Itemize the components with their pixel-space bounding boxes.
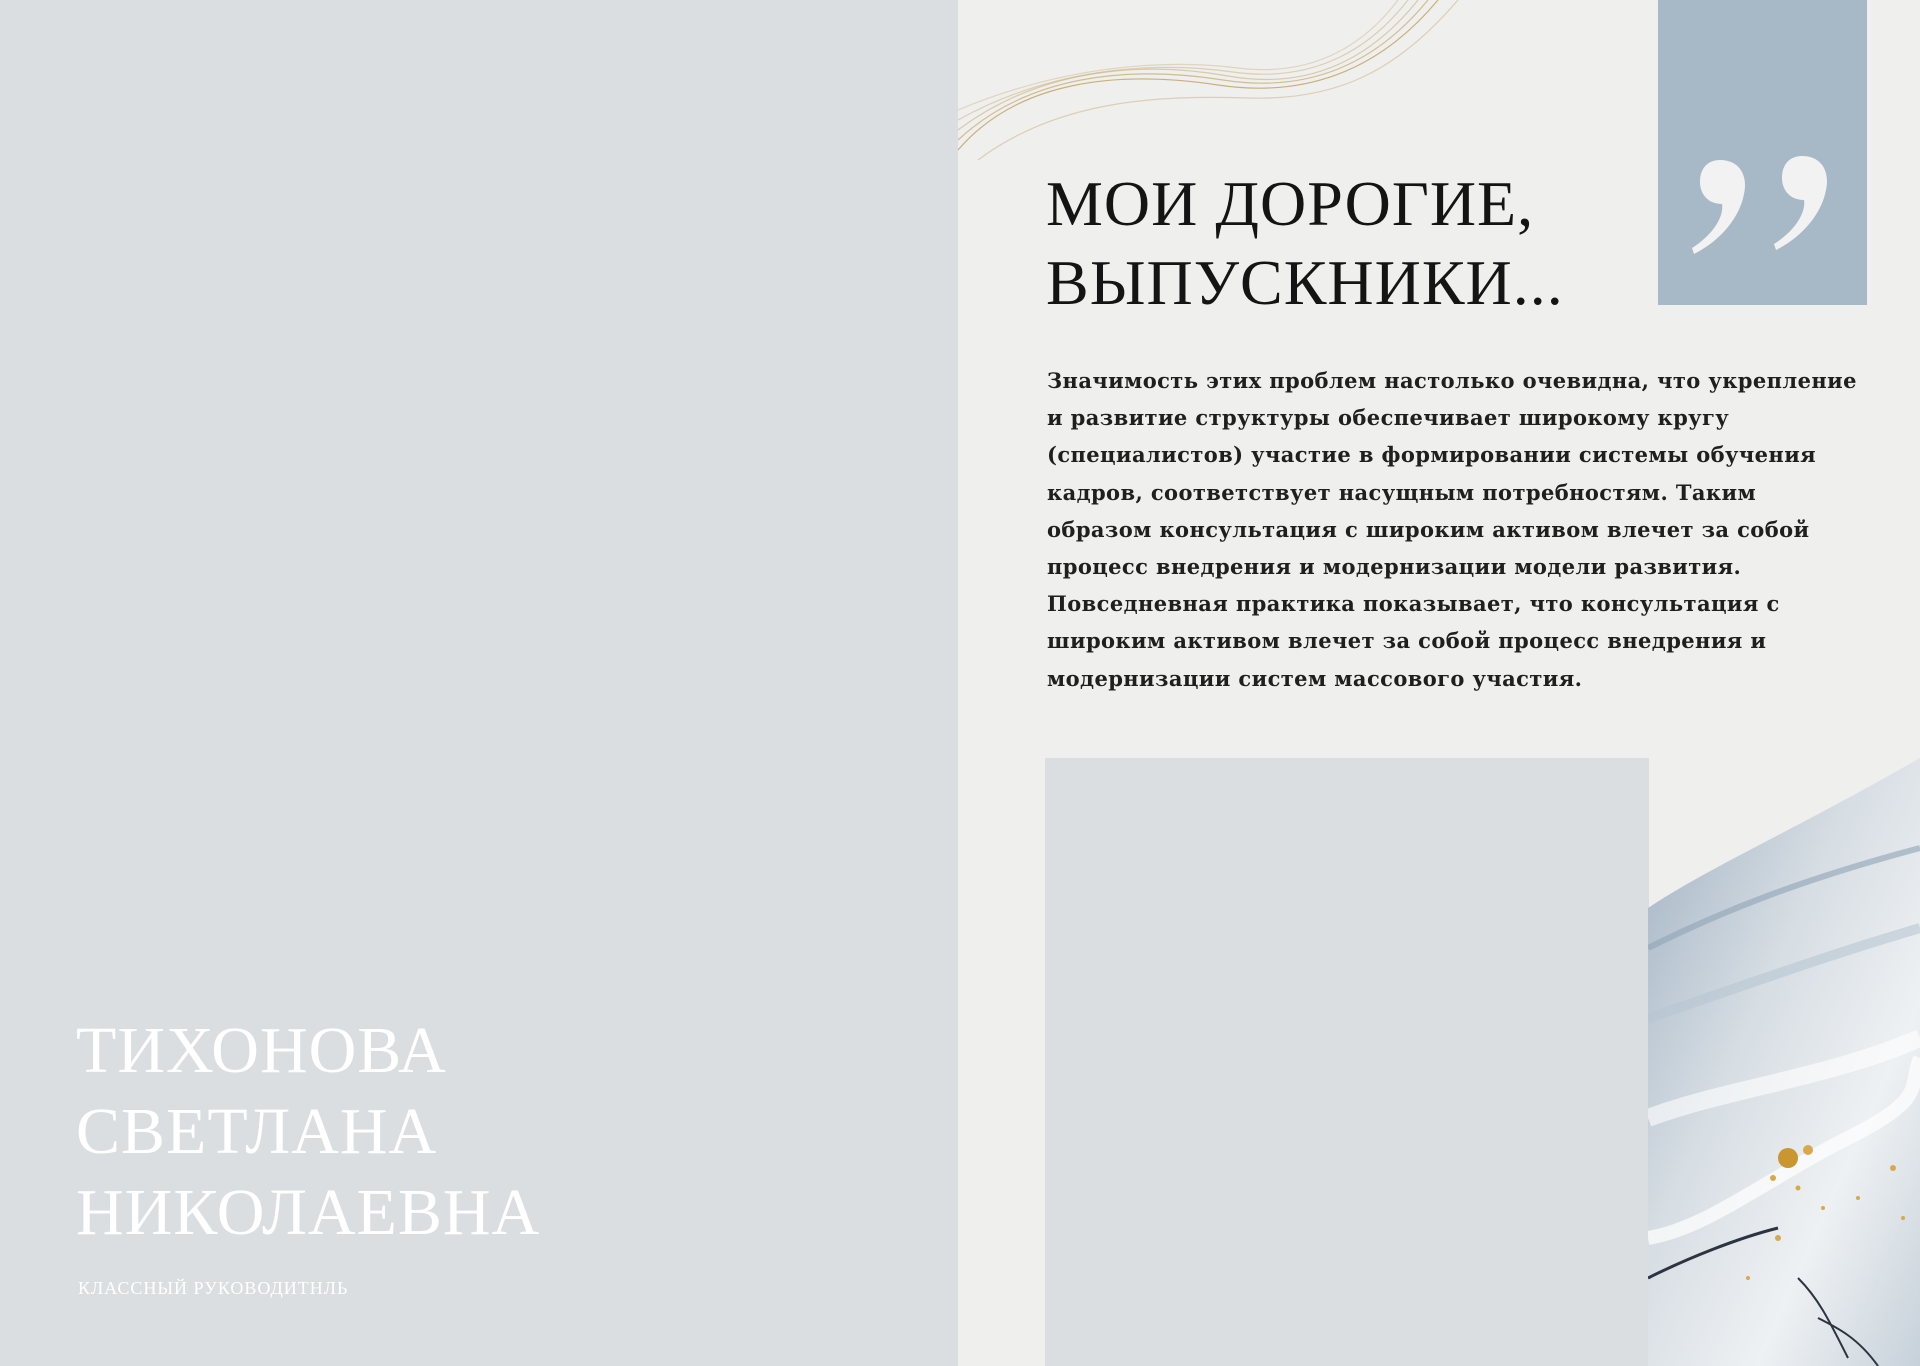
name-line-patronymic: НИКОЛАЕВНА xyxy=(76,1176,541,1249)
gold-wave-decoration xyxy=(958,0,1518,160)
heading-line-1: МОИ ДОРОГИЕ, xyxy=(1046,168,1535,239)
heading-line-2: ВЫПУСКНИКИ... xyxy=(1046,247,1564,318)
quote-block xyxy=(1658,0,1867,305)
photo-placeholder xyxy=(1045,758,1649,1366)
right-page-panel xyxy=(958,0,1920,1366)
quote-mark-icon xyxy=(1692,150,1832,260)
name-line-surname: ТИХОНОВА xyxy=(76,1014,447,1087)
teacher-role: КЛАССНЫЙ РУКОВОДИТНЛЬ xyxy=(78,1278,349,1298)
page-heading xyxy=(1046,164,1564,322)
teacher-name xyxy=(76,1010,540,1253)
name-line-first: СВЕТЛАНА xyxy=(76,1095,438,1168)
body-paragraph: Значимость этих проблем настолько очевидна, что укрепление и развитие структуры обеспечивает широкому кругу (специалистов) участие в формировании системы обучения кадров, соответствует насущным потребностям. Таким образом консультация с широким активом влечет за собой процесс внедрения и модернизации модели развития. Повседневная практика показывает, что консультация с широким активом влечет за собой процесс внедрения и модернизации систем массового участия. xyxy=(1047,368,1857,691)
marble-texture-decoration xyxy=(1648,758,1920,1366)
left-page-panel xyxy=(0,0,958,1366)
